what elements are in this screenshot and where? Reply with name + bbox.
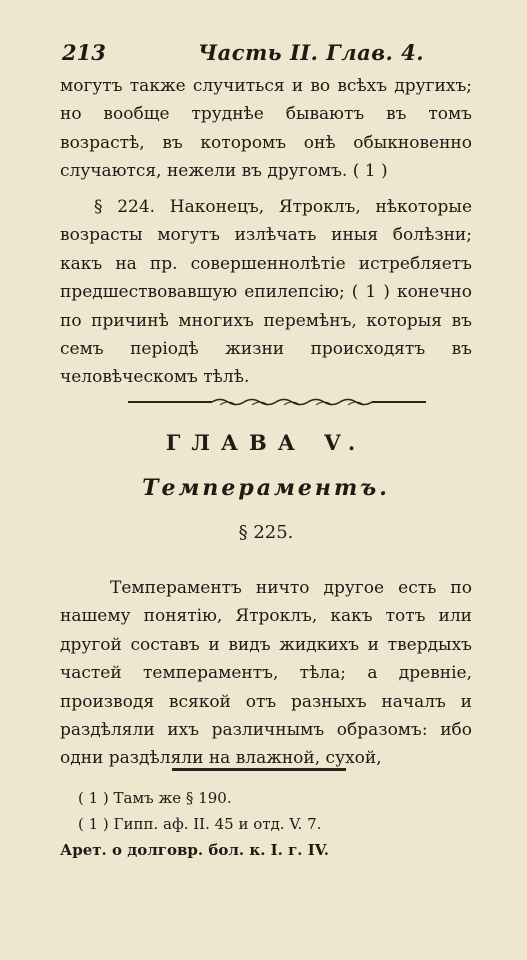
chapter-title: Темпераментъ.	[142, 475, 390, 501]
footnote-2: ( 1 ) Гипп. аф. II. 45 и отд. V. 7.	[78, 815, 322, 833]
footnote-rule	[172, 768, 346, 771]
paragraph-continuation: могутъ также случиться и во всѣхъ другихъ; но вообще труднѣе бываютъ въ томъ возрастѣ, въ которомъ онѣ обыкновенно случаются, нежели въ другомъ. ( 1 )	[60, 76, 472, 182]
chapter-heading: ГЛАВА V.	[165, 430, 367, 455]
paragraph-section-224: § 224. Наконецъ, Ятроклъ, нѣкоторые возрасты могутъ излѣчать иныя болѣзни; какъ на пр. совершеннолѣтіе истребляетъ предшествовавшую епилепсію; ( 1 ) конечно по причинѣ многихъ перемѣнъ, которыя въ семъ періодѣ жизни происходятъ въ человѣческомъ тѣлѣ.	[60, 197, 472, 388]
paragraph-section-225: Темпераментъ ничто другое есть по нашему понятію, Ятроклъ, какъ тотъ или другой составъ и видъ жидкихъ и твердыхъ частей темпераментъ, тѣла; а древніе, производя всякой отъ разныхъ началъ и раздѣляли ихъ различнымъ образомъ: ибо одни раздѣляли на влажной, сухой,	[60, 578, 472, 769]
page-number: 213	[62, 40, 106, 65]
footnotes	[60, 785, 472, 863]
ornamental-divider	[128, 396, 426, 408]
section-number: § 225.	[238, 522, 294, 543]
page-header	[62, 28, 472, 68]
footnote-1: ( 1 ) Тамъ же § 190.	[78, 789, 232, 807]
running-title: Часть II. Глав. 4.	[198, 40, 425, 65]
footnote-3: Арет. о долговр. бол. к. I. г. IV.	[60, 841, 330, 859]
